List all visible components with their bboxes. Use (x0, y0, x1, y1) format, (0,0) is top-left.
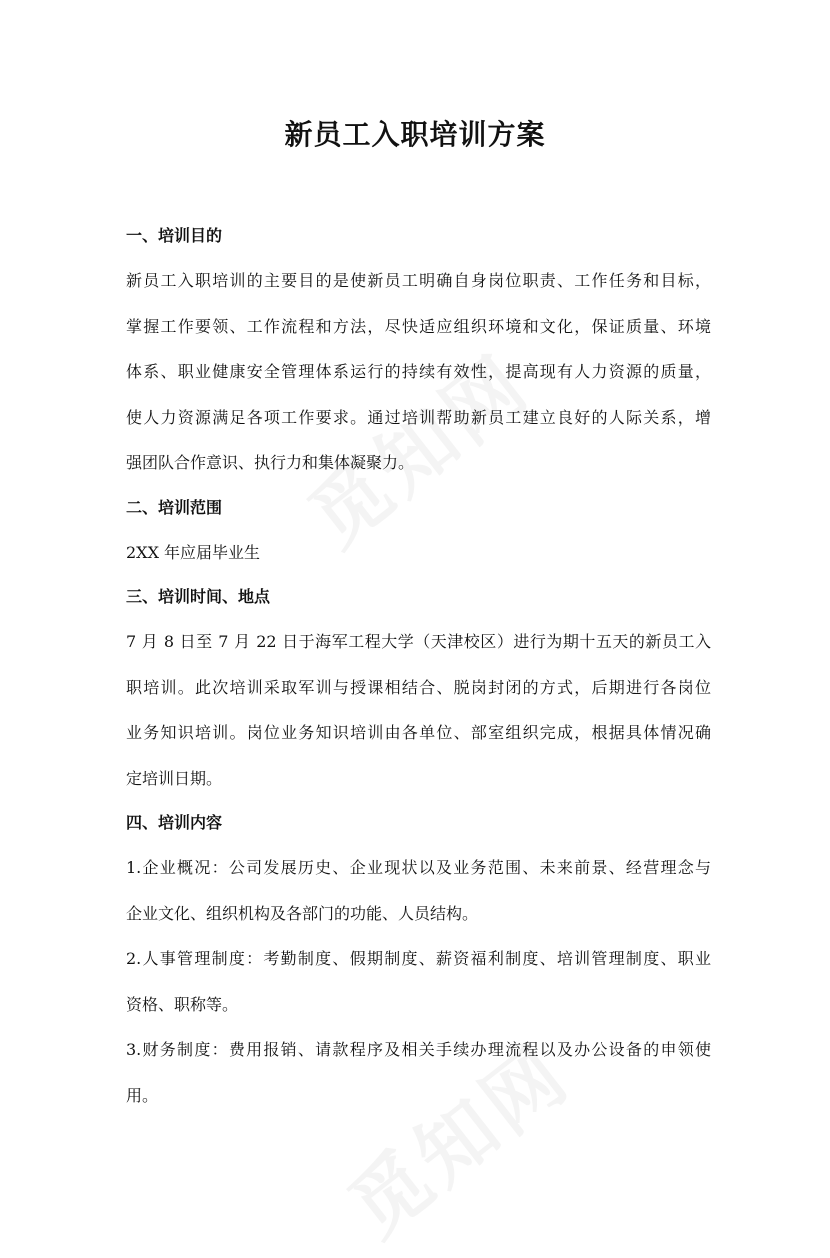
paragraph-line: 3.财务制度：费用报销、请款程序及相关手续办理流程以及办公设备的申领使 (126, 1040, 711, 1059)
paragraph-line: 7 月 8 日至 7 月 22 日于海军工程大学（天津校区）进行为期十五天的新员工入 (126, 632, 711, 651)
paragraph-line: 用。 (126, 1085, 159, 1105)
section-heading: 一、培训目的 (126, 226, 223, 245)
section-heading: 三、培训时间、地点 (126, 587, 271, 606)
paragraph-line: 1.企业概况：公司发展历史、企业现状以及业务范围、未来前景、经营理念与 (126, 858, 711, 877)
paragraph-line: 企业文化、组织机构及各部门的功能、人员结构。 (126, 903, 479, 923)
paragraph-line: 2.人事管理制度：考勤制度、假期制度、薪资福利制度、培训管理制度、职业 (126, 949, 711, 968)
paragraph-line: 使人力资源满足各项工作要求。通过培训帮助新员工建立良好的人际关系，增 (126, 407, 711, 427)
paragraph-line: 业务知识培训。岗位业务知识培训由各单位、部室组织完成，根据具体情况确 (126, 723, 711, 742)
document-body (126, 214, 711, 1118)
document-title: 新员工入职培训方案 (284, 118, 546, 151)
paragraph-line: 强团队合作意识、执行力和集体凝聚力。 (126, 453, 415, 472)
section-heading: 二、培训范围 (126, 497, 223, 517)
paragraph-line: 定培训日期。 (126, 768, 223, 788)
section-heading: 四、培训内容 (126, 813, 223, 832)
paragraph-line: 资格、职称等。 (126, 994, 239, 1014)
paragraph-line: 新员工入职培训的主要目的是使新员工明确自身岗位职责、工作任务和目标， (126, 271, 711, 290)
paragraph-line: 职培训。此次培训采取军训与授课相结合、脱岗封闭的方式，后期进行各岗位 (126, 677, 711, 697)
paragraph-line: 2XX 年应届毕业生 (126, 542, 261, 562)
paragraph-line: 体系、职业健康安全管理体系运行的持续有效性，提高现有人力资源的质量， (126, 362, 711, 381)
paragraph-line: 掌握工作要领、工作流程和方法，尽快适应组织环境和文化，保证质量、环境 (126, 316, 711, 336)
